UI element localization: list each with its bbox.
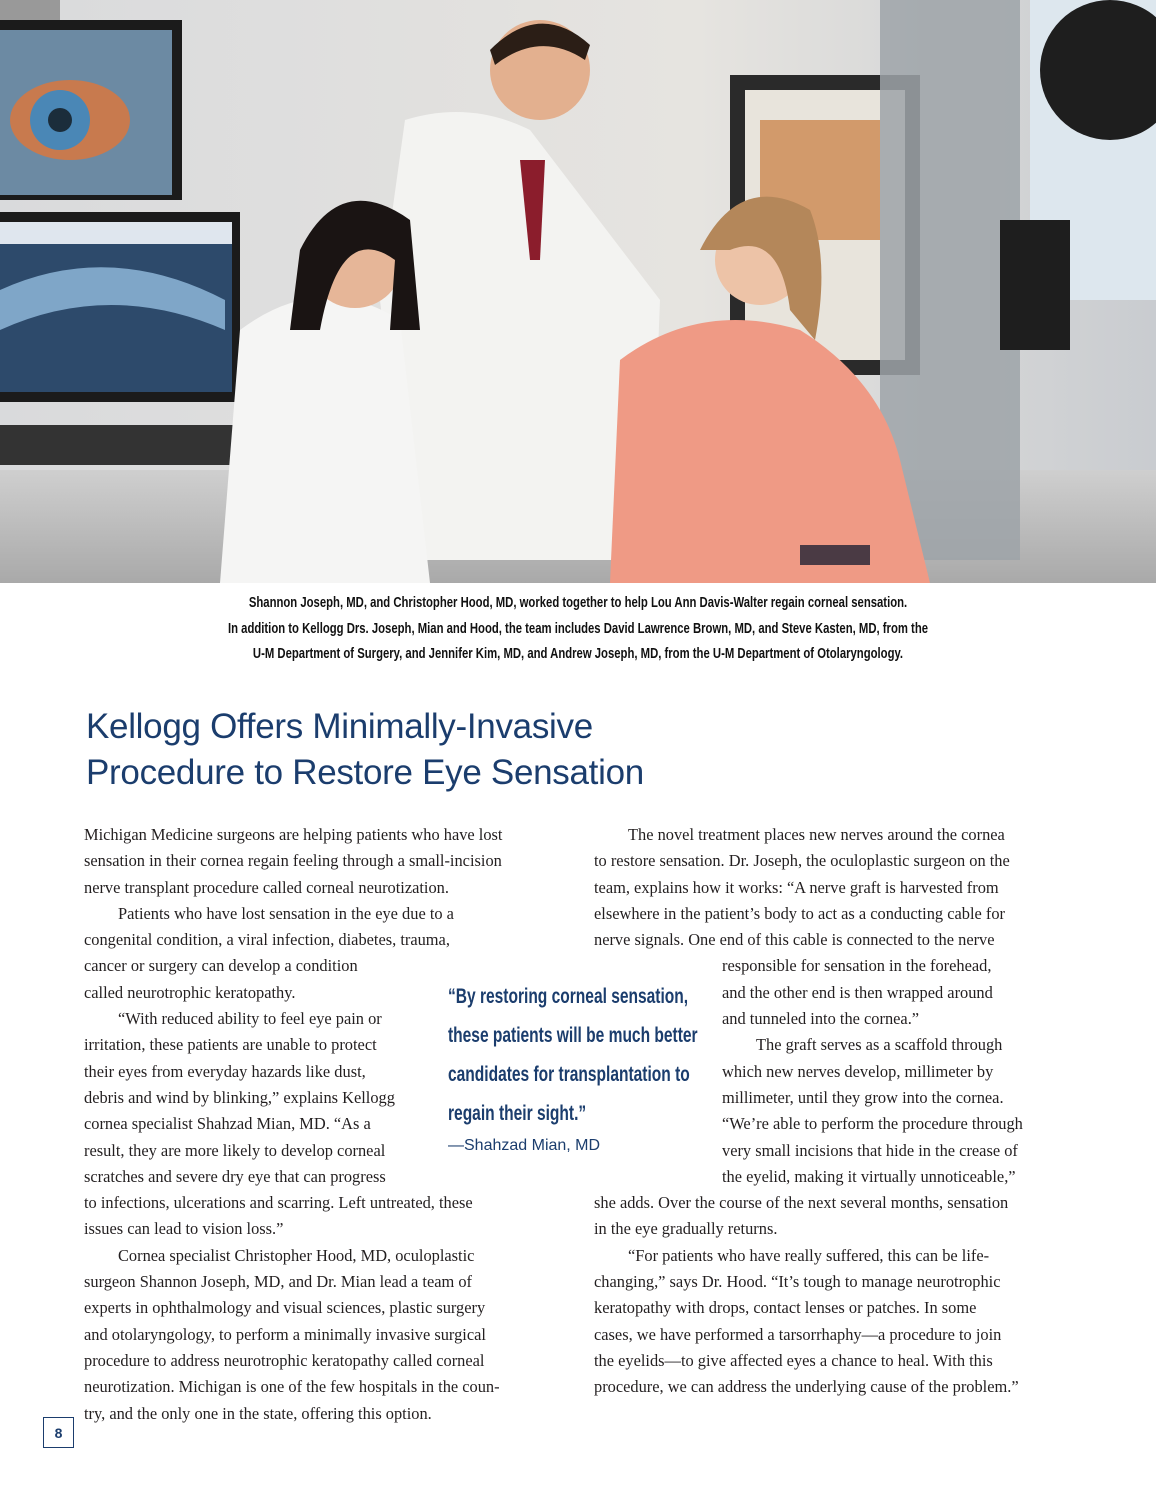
text-line: procedure, we can address the underlying cause of the problem.”	[594, 1377, 1019, 1397]
text-line: experts in ophthalmology and visual sciences, plastic surgery	[84, 1298, 486, 1318]
paragraph	[594, 1243, 1074, 1401]
text-line: and the other end is then wrapped around	[722, 982, 993, 1002]
text-line: the eyelids—to give affected eyes a chance to heal. With this	[594, 1350, 993, 1370]
text-line: very small incisions that hide in the crease of	[722, 1140, 1018, 1160]
title-line: Kellogg Offers Minimally-Invasive	[86, 707, 593, 746]
paragraph	[84, 822, 564, 901]
photo-caption	[0, 591, 1156, 668]
text-line: surgeon Shannon Joseph, MD, and Dr. Mian lead a team of	[84, 1272, 472, 1292]
text-line: “We’re able to perform the procedure through	[722, 1114, 1023, 1134]
page-number: 8	[43, 1417, 74, 1448]
text-line: and otolaryngology, to perform a minimally invasive surgical	[84, 1324, 486, 1344]
text-line: cases, we have performed a tarsorrhaphy—a procedure to join	[594, 1324, 1002, 1344]
text-line: congenital condition, a viral infection, diabetes, trauma,	[84, 930, 450, 950]
text-line: the eyelid, making it virtually unnoticeable,”	[722, 1166, 1016, 1186]
photo-doctors-with-patient	[0, 0, 1156, 583]
text-line: Michigan Medicine surgeons are helping patients who have lost	[84, 825, 503, 844]
caption-line: U-M Department of Surgery, and Jennifer Kim, MD, and Andrew Joseph, MD, from the U-M Department of Otolaryngology.	[252, 646, 904, 662]
text-line: cornea specialist Shahzad Mian, MD. “As a	[84, 1114, 371, 1134]
text-line: nerve signals. One end of this cable is connected to the nerve	[594, 930, 995, 950]
text-line: called neurotrophic keratopathy.	[84, 982, 296, 1002]
text-line: keratopathy with drops, contact lenses or patches. In some	[594, 1298, 977, 1318]
text-line: irritation, these patients are unable to protect	[84, 1035, 377, 1055]
pull-quote-line: candidates for transplantation to	[448, 1063, 690, 1086]
caption-line: Shannon Joseph, MD, and Christopher Hood, MD, worked together to help Lou Ann Davis-Walter regain corneal sensation.	[248, 595, 908, 611]
pull-quote-line: these patients will be much better	[448, 1024, 698, 1047]
text-line: elsewhere in the patient’s body to act as a conducting cable for	[594, 903, 1005, 923]
text-line: which new nerves develop, millimeter by	[722, 1061, 994, 1081]
text-line: changing,” says Dr. Hood. “It’s tough to manage neurotrophic	[594, 1272, 1001, 1292]
text-line: “With reduced ability to feel eye pain or	[118, 1009, 382, 1029]
text-line: millimeter, until they grow into the cornea.	[722, 1087, 1004, 1107]
text-line: neurotization. Michigan is one of the few hospitals in the coun-	[84, 1377, 500, 1397]
text-line: Cornea specialist Christopher Hood, MD, oculoplastic	[118, 1245, 475, 1265]
text-line: Patients who have lost sensation in the eye due to a	[118, 903, 454, 923]
text-line: responsible for sensation in the forehead,	[722, 956, 992, 976]
pull-quote	[448, 977, 785, 1155]
text-line: The graft serves as a scaffold through	[756, 1035, 1003, 1055]
text-line: to infections, ulcerations and scarring. Left untreated, these	[84, 1193, 473, 1213]
text-line: result, they are more likely to develop corneal	[84, 1140, 386, 1160]
text-line: in the eye gradually returns.	[594, 1219, 778, 1239]
text-line: issues can lead to vision loss.”	[84, 1219, 284, 1239]
pull-quote-line: regain their sight.”	[448, 1102, 587, 1125]
text-line: cancer or surgery can develop a condition	[84, 956, 358, 976]
text-line: sensation in their cornea regain feeling through a small-incision	[84, 851, 502, 871]
text-line: scratches and severe dry eye that can progress	[84, 1166, 386, 1186]
text-line: “For patients who have really suffered, this can be life-	[628, 1245, 990, 1265]
text-line: and tunneled into the cornea.”	[722, 1009, 920, 1029]
text-line: nerve transplant procedure called corneal neurotization.	[84, 877, 449, 897]
caption-line: In addition to Kellogg Drs. Joseph, Mian and Hood, the team includes David Lawrence Brown, MD, and Steve Kasten, MD, from the	[227, 620, 929, 637]
text-line: try, and the only one in the state, offering this option.	[84, 1403, 432, 1423]
text-line: she adds. Over the course of the next several months, sensation	[594, 1193, 1009, 1213]
title-line: Procedure to Restore Eye Sensation	[86, 753, 644, 792]
paragraph	[84, 1243, 564, 1427]
pull-quote-attribution: —Shahzad Mian, MD	[448, 1137, 601, 1154]
text-line: team, explains how it works: “A nerve graft is harvested from	[594, 877, 999, 897]
text-line: their eyes from everyday hazards like dust,	[84, 1061, 366, 1081]
text-line: procedure to address neurotrophic keratopathy called corneal	[84, 1350, 485, 1370]
pull-quote-line: “By restoring corneal sensation,	[448, 985, 689, 1008]
text-line: to restore sensation. Dr. Joseph, the oculoplastic surgeon on the	[594, 851, 1010, 871]
article-title	[86, 704, 644, 796]
text-line: debris and wind by blinking,” explains Kellogg	[84, 1087, 395, 1107]
text-line: The novel treatment places new nerves around the cornea	[628, 825, 1005, 844]
